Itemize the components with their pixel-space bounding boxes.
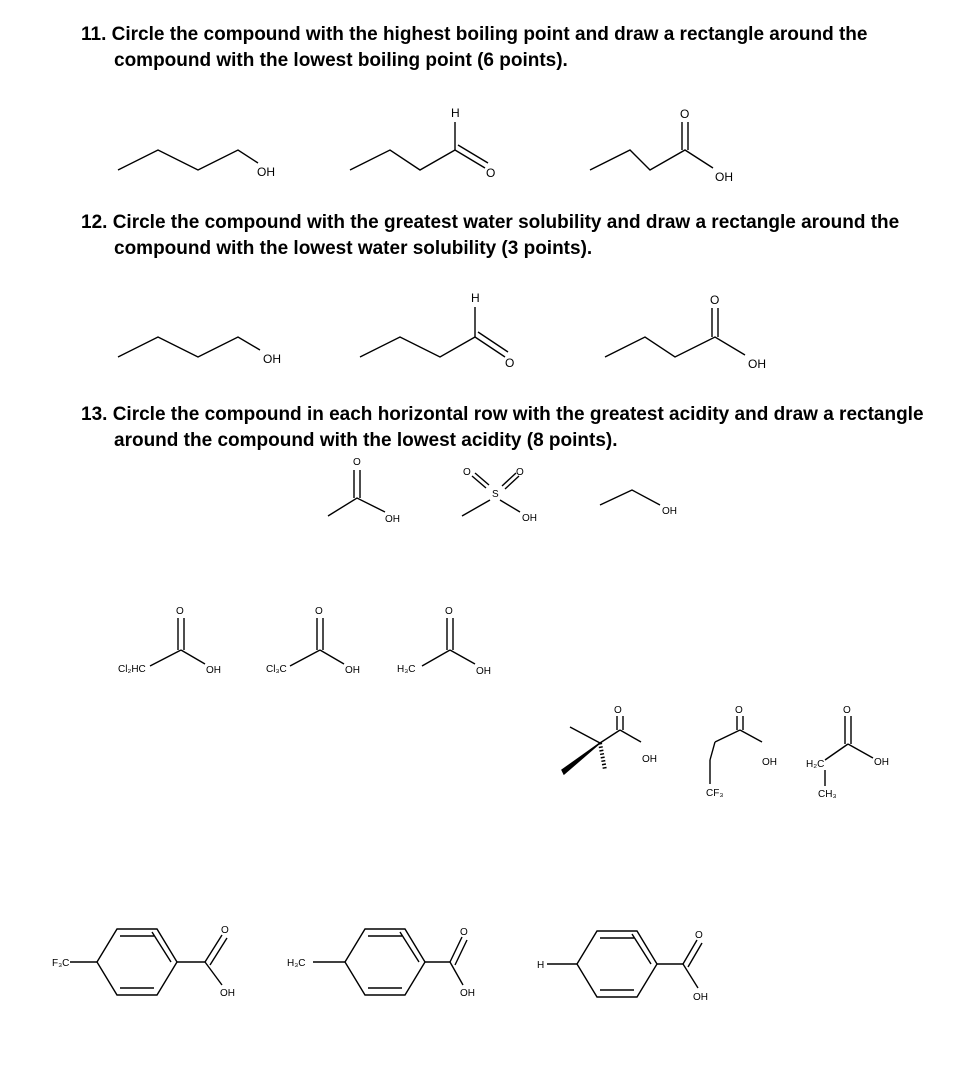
q12-butanal-o: O [505,356,515,370]
q11-acid-oh: OH [715,170,733,184]
benz3-o: O [695,930,703,941]
acetic-row2-h3c: H₃C [397,664,416,675]
benz2-oh: OH [460,988,475,999]
q12-butanol [118,337,281,366]
sulfonic-o-right: O [516,467,524,478]
butanoic-ch3: CH₃ [818,789,837,800]
dichloroacetic-o: O [176,606,184,617]
dichloroacetic-oh: OH [206,665,221,676]
butanoic-h2c: H₂C [806,759,825,770]
q11-propanoic-acid [590,107,733,184]
benz2-h3c: H₃C [287,958,306,969]
ethanol [600,490,677,517]
question-11-number: 11. [81,24,107,45]
acetic-row2-o: O [445,606,453,617]
methylbenzoic-acid [287,927,475,999]
trichloroacetic-oh: OH [345,665,360,676]
methanesulfonic-acid [462,467,537,524]
butanoic-oh: OH [874,757,889,768]
benz1-f3c: F₃C [52,958,70,969]
question-13-number: 13. [81,404,108,425]
sulfonic-s: S [492,489,499,500]
trichloroacetic-o: O [315,606,323,617]
question-12-number: 12. [81,212,108,233]
benz2-o: O [460,927,468,938]
tfm-acid-cf3: CF₃ [706,788,724,799]
q12-acid-o: O [710,293,720,307]
benz1-oh: OH [220,988,235,999]
benz3-h: H [537,960,545,971]
trichloroacetic-cl3c: Cl₃C [266,664,287,675]
q11-acid-o: O [680,107,690,121]
sulfonic-oh: OH [522,513,537,524]
acetic-acid-oh: OH [385,514,400,525]
question-11-text: Circle the compound with the highest boiling point and draw a rectangle around the compound with the lowest boiling point (6 points). [111,24,868,71]
q12-propanoic-acid [605,293,766,371]
question-12-text: Circle the compound with the greatest water solubility and draw a rectangle around the compound with the lowest water solubility (3 points). [112,212,900,259]
dichloroacetic-acid [118,606,221,676]
trifluoromethylbenzoic-acid [52,925,235,999]
ethanol-oh: OH [662,506,677,517]
benz1-o: O [221,925,229,936]
trichloroacetic-acid [266,606,360,676]
benzoic-acid [537,930,708,1003]
pivalic-acid [562,705,657,774]
tfm-acid-o: O [735,705,743,716]
acetic-acid-row2 [397,606,491,677]
q12-butanal [360,291,514,370]
acetic-acid-o: O [353,457,361,468]
tfm-acid-oh: OH [762,757,777,768]
q12-butanol-oh: OH [263,352,281,366]
q11-butanal-h: H [451,106,460,120]
q11-butanal-o: O [486,166,496,180]
acetic-acid [328,457,400,525]
q11-butanol-oh: OH [257,165,275,179]
q11-butanol [118,150,275,179]
butanoic-acid [806,705,889,800]
q11-butanal [350,106,495,180]
q12-butanal-h: H [471,291,480,305]
benz3-oh: OH [693,992,708,1003]
trifluoromethyl-acid [706,705,777,799]
pivalic-o: O [614,705,622,716]
sulfonic-o-left: O [463,467,471,478]
pivalic-oh: OH [642,754,657,765]
q12-acid-oh: OH [748,357,766,371]
question-13-text: Circle the compound in each horizontal row with the greatest acidity and draw a rectangle around the compound with the lowest acidity (8 points). [112,404,924,451]
dichloroacetic-cl2hc: Cl₂HC [118,664,146,675]
acetic-row2-oh: OH [476,666,491,677]
butanoic-o: O [843,705,851,716]
